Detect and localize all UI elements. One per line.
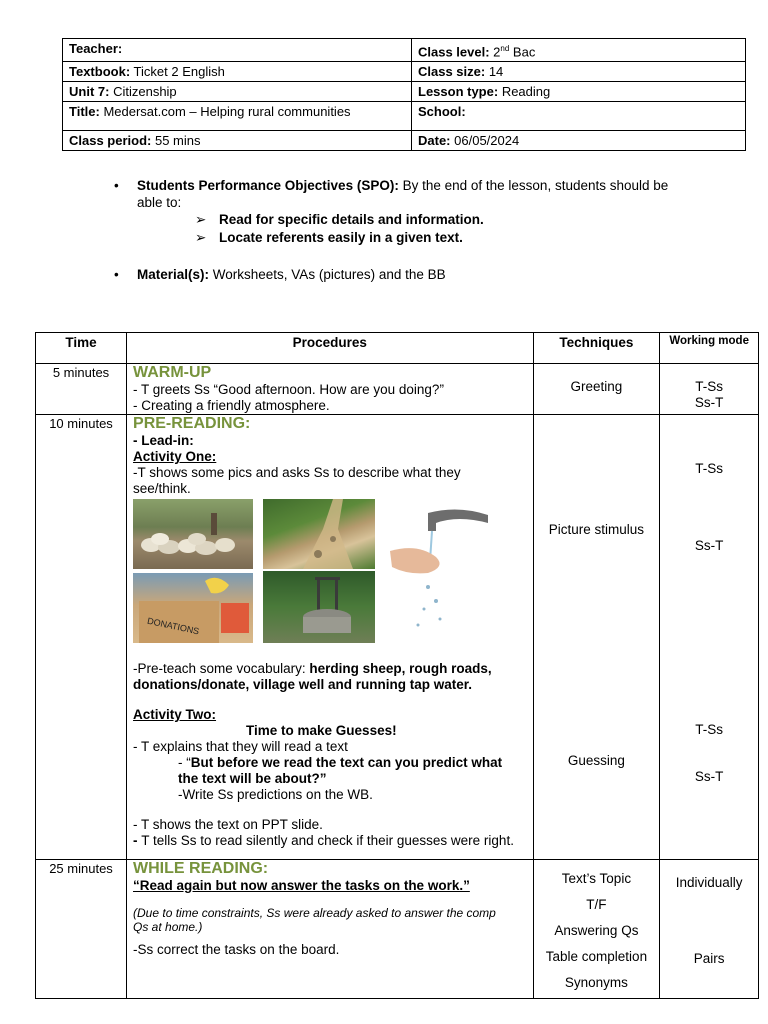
preteach-text: -Pre-teach some vocabulary: herding sheep, rough roads, donations/donate, village well and running tap water. [133,661,492,692]
class-size-cell: Class size: 14 [412,62,746,82]
technique-guessing: Guessing [567,753,625,768]
prereading-time: 10 minutes [36,415,127,860]
header-working-mode: Working mode [660,333,759,364]
table-row: 5 minutes WARM-UP - T greets Ss “Good afternoon. How are you doing?” - Creating a friendly atmosphere. Greeting T-Ss Ss-T [36,364,759,415]
class-level-cell: Class level: 2nd Bac [412,39,746,62]
well-icon [263,571,375,643]
warmup-time: 5 minutes [36,364,127,415]
sheep-picture [133,499,253,569]
prereading-heading: PRE-READING: [133,415,251,432]
technique-item: Table completion [545,949,648,964]
tap-water-picture [388,497,494,637]
period-cell: Class period: 55 mins [63,131,412,151]
road-icon [263,499,375,569]
sheep-icon [133,499,253,569]
objective-item: ➢ Read for specific details and information. [195,212,484,227]
donations-picture [133,573,253,643]
table-header-row [36,333,759,364]
technique-picture-stimulus: Picture stimulus [548,522,645,537]
teacher-cell: Teacher: [63,39,412,62]
table-row: 25 minutes WHILE READING: “Read again but now answer the tasks on the work.” (Due to time constraints, Ss were already asked to answer the comp Qs at home.) -Ss correct the tasks on the board. Text’s Topic T/F Answering Qs Table completion Synonyms Individually Pairs [36,860,759,999]
unit-cell: Unit 7: Citizenship [63,82,412,102]
header-procedures: Procedures [127,333,534,364]
technique-item: Synonyms [564,975,628,990]
technique-item: Answering Qs [554,923,639,938]
header-time: Time [36,333,127,364]
objective-item: ➢ Locate referents easily in a given text. [195,230,463,245]
tap-icon [388,497,494,637]
whilereading-time: 25 minutes [36,860,127,999]
date-cell: Date: 06/05/2024 [412,131,746,151]
header-techniques: Techniques [533,333,660,364]
table-row: 10 minutes PRE-READING: - Lead-in: Activity One: -T shows some pics and asks Ss to describe what they see/think. DONATIONS -Pre-teach some vocabulary: herding sheep, rough roads, donations/donate, village well and running tap water. Activity Two: Time to make Guesses! - T explains that they will read a text - “But before we read the text can you predict what the text will be about?” -Write Ss predictions on the WB. - T shows the text on PPT slide. - T tells Ss to read silently and check if their guesses were right. Picture stimulus Guessing T-Ss Ss-T T-Ss Ss-T [36,415,759,860]
school-cell: School: [412,102,746,131]
title-cell: Title: Medersat.com – Helping rural communities [63,102,412,131]
technique-item: Text’s Topic [561,871,632,886]
picture-grid [133,497,533,655]
svg-text:DONATIONS: DONATIONS [146,615,201,637]
warmup-technique: Greeting [533,364,660,415]
lesson-info-table [62,38,746,151]
technique-item: T/F [586,897,607,912]
village-well-picture [263,571,375,643]
rough-road-picture [263,499,375,569]
lesson-type-cell: Lesson type: Reading [412,82,746,102]
whilereading-heading: WHILE READING: [133,860,269,877]
warmup-heading: WARM-UP [133,364,212,381]
textbook-cell: Textbook: Ticket 2 English [63,62,412,82]
procedures-table [35,332,759,999]
donation-box-icon [133,573,253,643]
